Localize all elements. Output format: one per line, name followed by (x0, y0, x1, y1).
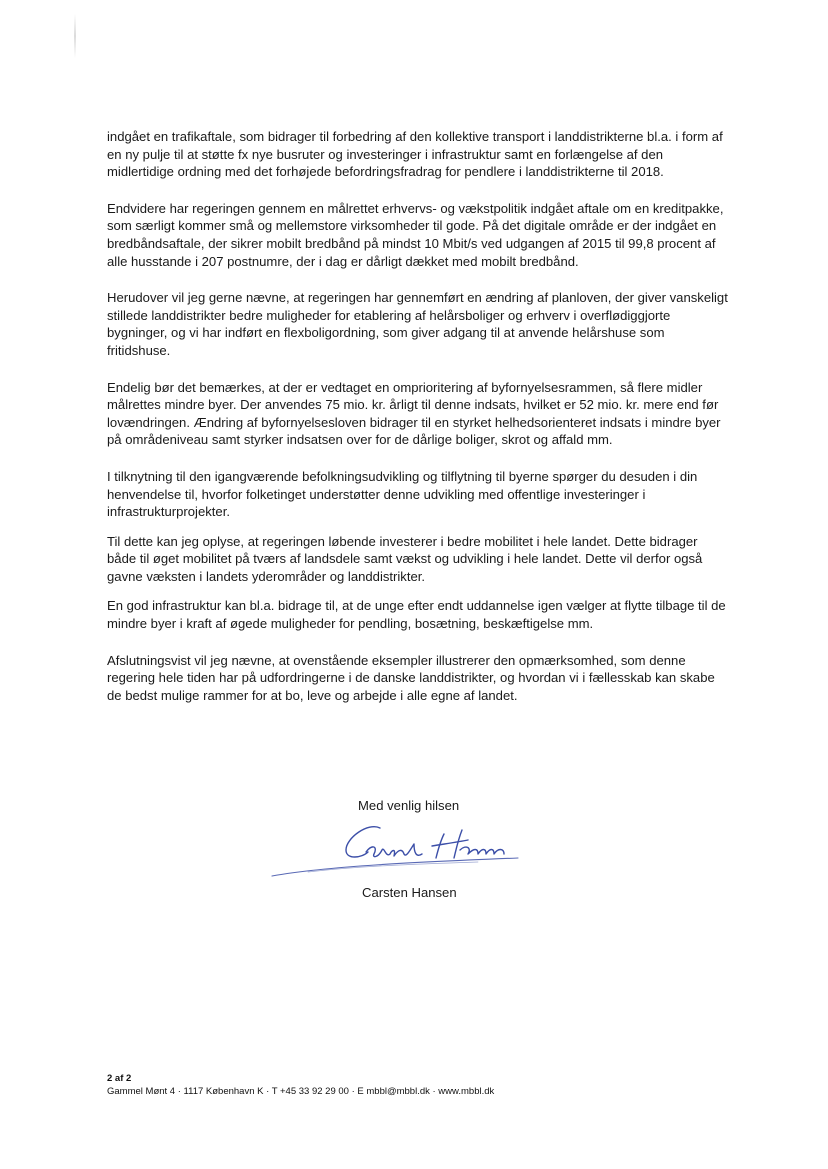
scan-artifact (74, 14, 76, 58)
letter-body (107, 128, 729, 723)
paragraph-transport: indgået en trafikaftale, som bidrager til forbedring af den kollektive transport i landdistrikterne bl.a. i form af en ny pulje til at støtte fx nye busruter og investeringer i infrastruktur samt en forlængelse af den midlertidige ordning med det forhøjede befordringsfradrag for pendlere i landdistrikterne til 2018. (107, 129, 723, 180)
paragraph-population-question: I tilknytning til den igangværende befolkningsudvikling og tilflytning til byerne spørger du desuden i din henvendelse til, hvorfor folketinget understøtter denne udvikling med offentlige investeringer i infrastrukturprojekter. (107, 468, 698, 520)
paragraph-conclusion: Afslutningsvist vil jeg nævne, at ovenstående eksempler illustrerer den opmærksomhed, som denne regering hele tiden har på udfordringerne i de danske landdistrikter, og hvordan vi i fællesskab kan skabe de bedst mulige rammer for at bo, leve og arbejde i alle egne af landet. (107, 652, 715, 703)
footer-address: Gammel Mønt 4 · 1117 København K · T +45 33 92 29 00 · E mbbl@mbbl.dk · www.mbbl.dk (107, 1086, 495, 1097)
paragraph-urban-renewal: Endelig bør det bemærkes, at der er vedtaget en omprioritering af byfornyelsesrammen, så flere midler målrettes mindre byer. Der anvendes 75 mio. kr. årligt til denne indsats, hvilket er 52 mio. kr. mere end før lovændringen. Ændring af byfornyelsesloven bidrager til en styrket helhedsorienteret indsats i mindre byer på områdeniveau samt styrker indsatsen over for de dårlige boliger, skrot og affald mm. (107, 379, 721, 448)
closing-salutation: Med venlig hilsen (358, 798, 460, 813)
paragraph-infrastructure: En god infrastruktur kan bl.a. bidrage til, at de unge efter endt uddannelse igen vælger at flytte tilbage til de mindre byer i kraft af øgede muligheder for pendling, bosætning, beskæftigelse mm. (107, 598, 726, 632)
signer-name: Carsten Hansen (362, 885, 457, 900)
page-footer (107, 1072, 494, 1098)
paragraph-planning-law: Herudover vil jeg gerne nævne, at regeringen har gennemført en ændring af planloven, der giver vanskeligt stillede landdistrikter bedre muligheder for etablering af helårsboliger og erhverv i overflødiggjorte bygninger, og vi har indført en flexboligordning, som giver adgang til at anvende helårshuse som fritidshuse. (107, 290, 728, 358)
page-number: 2 af 2 (107, 1073, 132, 1084)
paragraph-mobility: Til dette kan jeg oplyse, at regeringen løbende investerer i bedre mobilitet i hele landet. Dette bidrager både til øget mobilitet på tværs af landsdele samt vækst og udvikling i hele landet. Dette vil derfor også gavne væksten i landets yderområder og landdistrikter. (107, 533, 703, 584)
handwritten-signature (268, 814, 528, 884)
paragraph-broadband: Endvidere har regeringen gennem en målrettet erhvervs- og vækstpolitik indgået aftale om en kreditpakke, som særligt kommer små og mellemstore virksomheder til gode. På det digitale område er der indgået en bredbåndsaftale, der sikrer mobilt bredbånd på mindst 10 Mbit/s ved udgangen af 2015 til 99,8 procent af alle husstande i 207 postnumre, der i dag er dårligt dækket med mobilt bredbånd. (107, 200, 724, 269)
